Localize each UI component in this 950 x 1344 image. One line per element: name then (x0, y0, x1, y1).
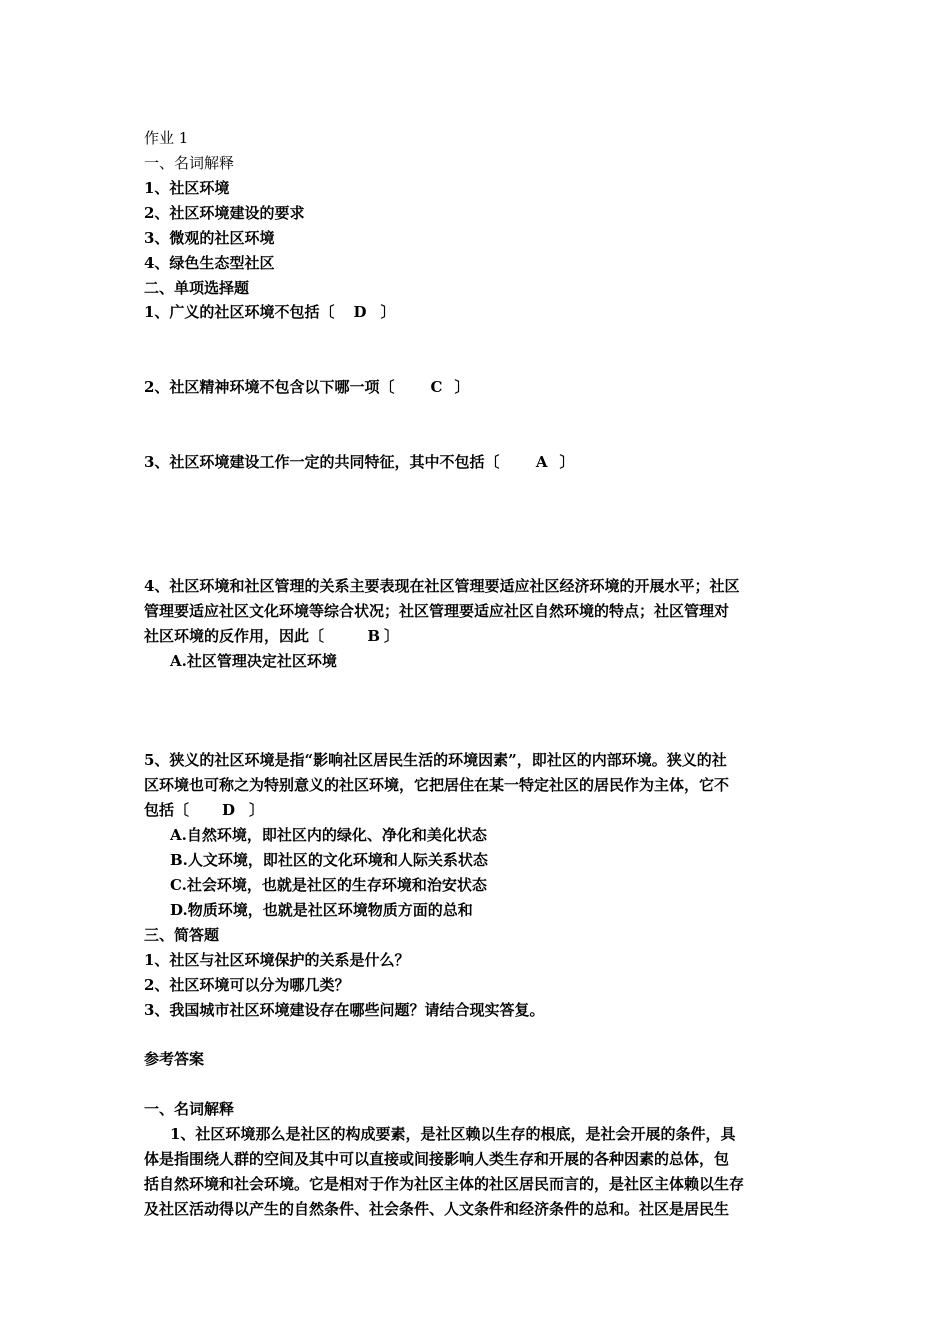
reference-answers-heading: 参考答案 (144, 1050, 205, 1068)
reference-paragraph-line: 及社区活动得以产生的自然条件、社会条件、人文条件和经济条件的总和。社区是居民生 (144, 1200, 730, 1218)
question-2 (144, 377, 469, 397)
reference-paragraph-line: 1、社区环境那么是社区的构成要素，是社区赖以生存的根底，是社会开展的条件，具 (170, 1125, 736, 1143)
bracket-close: 〕 (249, 801, 265, 819)
question-1 (144, 302, 395, 322)
question-text: 3、社区环境建设工作一定的共同特征，其中不包括〔 (144, 453, 500, 471)
option-a: A.自然环境，即社区内的绿化、净化和美化状态 (170, 826, 487, 844)
answer-letter: B (367, 627, 381, 645)
question-text: 2、社区精神环境不包含以下哪一项〔 (144, 378, 395, 396)
short-answer-item: 2、社区环境可以分为哪几类？ (144, 976, 350, 994)
short-answer-item: 3、我国城市社区环境建设存在哪些问题？请结合现实答复。 (144, 1001, 545, 1019)
short-answer-item: 1、社区与社区环境保护的关系是什么？ (144, 951, 410, 969)
section-heading-short-answer: 三、简答题 (144, 926, 220, 944)
question-5-line2: 区环境也可称之为特别意义的社区环境，它把居住在某一特定社区的居民作为主体，它不 (144, 776, 730, 794)
question-5-line3 (144, 800, 264, 820)
bracket-close: 〕 (559, 453, 575, 471)
reference-paragraph-line: 括自然环境和社会环境。它是相对于作为社区主体的社区居民而言的，是社区主体赖以生存 (144, 1175, 745, 1193)
question-3 (144, 452, 574, 472)
bracket-close: 〕 (380, 303, 396, 321)
term-item: 2、社区环境建设的要求 (144, 204, 305, 222)
reference-section-heading: 一、名词解释 (144, 1100, 235, 1118)
question-4-line3 (144, 626, 399, 646)
term-item: 4、绿色生态型社区 (144, 254, 275, 272)
question-5-line1: 5、狭义的社区环境是指“影响社区居民生活的环境因素”，即社区的内部环境。狭义的社 (144, 751, 727, 769)
question-text: 1、广义的社区环境不包括〔 (144, 303, 335, 321)
term-item: 3、微观的社区环境 (144, 229, 275, 247)
option-d: D.物质环境，也就是社区环境物质方面的总和 (170, 901, 473, 919)
option-b: B.人文环境，即社区的文化环境和人际关系状态 (170, 851, 488, 869)
bracket-close: 〕 (384, 627, 400, 645)
section-heading-choice: 二、单项选择题 (144, 279, 250, 297)
question-text: 包括〔 (144, 801, 190, 819)
question-4-line2: 管理要适应社区文化环境等综合状况；社区管理要适应社区自然环境的特点；社区管理对 (144, 602, 730, 620)
section-heading-terms: 一、名词解释 (144, 154, 235, 172)
reference-paragraph-line: 体是指围绕人群的空间及其中可以直接或间接影响人类生存和开展的各种因素的总体，包 (144, 1150, 730, 1168)
answer-letter: D (353, 303, 367, 321)
bracket-close: 〕 (454, 378, 470, 396)
question-4-line1: 4、社区环境和社区管理的关系主要表现在社区管理要适应社区经济环境的开展水平；社区 (144, 577, 740, 595)
answer-letter: C (430, 378, 443, 396)
answer-letter: A (535, 453, 548, 471)
doc-title: 作业 1 (144, 129, 189, 147)
term-item: 1、社区环境 (144, 179, 230, 197)
option-a: A.社区管理决定社区环境 (170, 652, 337, 670)
option-c: C.社会环境，也就是社区的生存环境和治安状态 (170, 876, 487, 894)
answer-letter: D (222, 801, 236, 819)
question-text: 社区环境的反作用，因此〔 (144, 627, 325, 645)
